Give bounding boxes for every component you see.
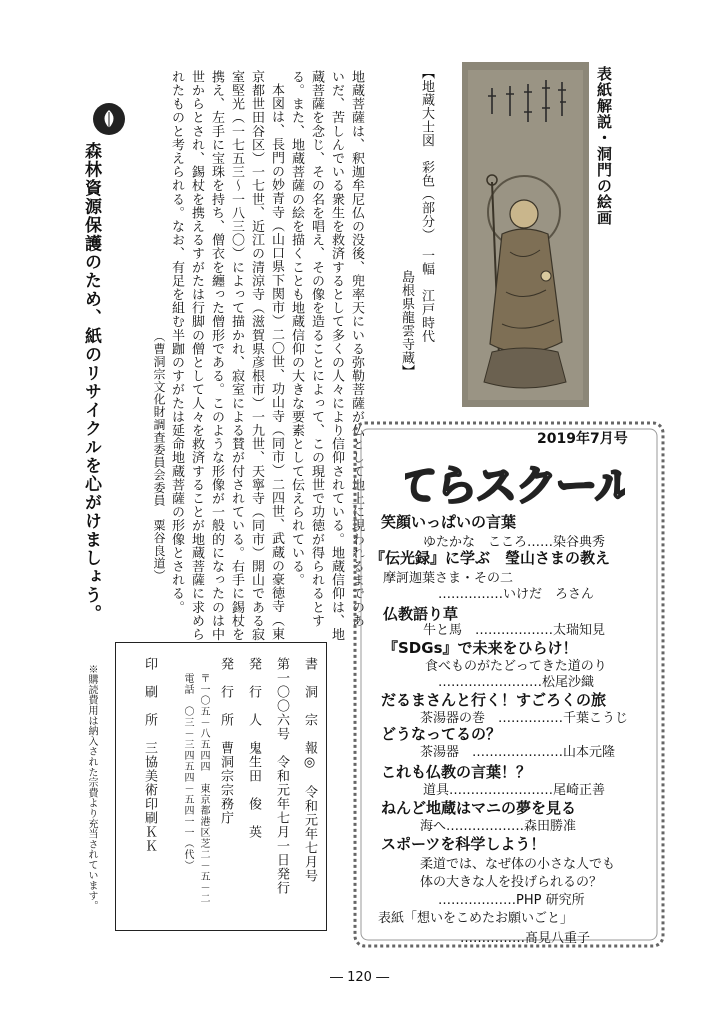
contents-heading: 『伝光録』に学ぶ 瑩山さまの教え — [370, 549, 611, 567]
contents-subline: 表紙「想いをこめたお願いごと」 — [378, 911, 574, 926]
body-column: 世からとされ、錫杖を携えるすがたは行脚の僧として人々を救済することが地蔵菩薩に求めら — [189, 70, 204, 642]
contents-subline: 柔道では、なぜ体の小さな人でも — [420, 857, 616, 872]
contents-subline: ……………髙見八重子 — [460, 931, 591, 946]
contents-heading: 『SDGs』で未来をひらけ！ — [383, 639, 578, 657]
contents-heading: スポーツを科学しよう！ — [381, 835, 546, 853]
colophon-line: 第一〇〇六号 令和元年七月一日発行 — [274, 657, 289, 895]
contents-heading: 笑顔いっぱいの言葉 — [381, 513, 517, 531]
body-column: 室堅光（一七五三～一八三〇）によって描かれ、寂室による賛が付されている。右手に錫杖を — [229, 70, 244, 642]
contents-subline: 食べものがたどってきた道のり — [425, 659, 607, 674]
page-number: ― 120 ― — [330, 970, 390, 985]
contents-subline: 摩訶迦葉さま・その二 — [383, 571, 514, 586]
contents-subline: 茶湯器 …………………山本元隆 — [420, 745, 616, 760]
cover-section-title: 表紙解説・洞門の絵画 — [595, 66, 613, 226]
colophon-box — [115, 642, 327, 931]
contents-heading: だるまさんと行く！すごろくの旅 — [381, 691, 607, 709]
contents-subline: ………………PHP 研究所 — [438, 893, 585, 908]
contents-heading: 仏教語り草 — [383, 605, 459, 623]
colophon-line: 印 刷 所 三協美術印刷ＫＫ — [142, 657, 157, 853]
body-column: 京都世田谷区）一七世、近江の清涼寺（滋賀県彦根市）一九世、天寧寺（同市）開山である寂 — [249, 70, 264, 642]
recycle-message: 森林資源保護のため、紙のリサイクルを心がけましょう。 — [81, 142, 101, 623]
body-column: いだ、苦しんでいる衆生を救済するとして多くの人々により信仰されている。地蔵信仰は、地 — [329, 70, 344, 642]
colophon-line: 書 洞 宗 報◎ 令和元年七月号 — [302, 657, 317, 883]
colophon-phone: 電話 〇三－三四五四－五四一一（代） — [182, 673, 193, 871]
magazine-logo-text: てらスクール — [405, 461, 625, 510]
body-column: 蔵菩薩を念じ、その名を唱え、その像を造ることによって、この現世で功徳が得られるとす — [309, 70, 324, 628]
colophon-line: 発 行 所 曹洞宗宗務庁 — [218, 657, 233, 825]
contents-subline: 体の大きな人を投げられるの？ — [420, 875, 603, 890]
contents-subline: ……………………松尾沙織 — [438, 675, 595, 690]
colophon-line: 発 行 人 鬼生田 俊 英 — [246, 657, 261, 839]
cover-explanation-body — [128, 70, 364, 642]
cover-caption-line-2: 島根県龍雲寺蔵】 — [399, 270, 414, 378]
contents-heading: ねんど地蔵はマニの夢を見る — [381, 799, 577, 817]
forest-paper-logo — [92, 102, 126, 136]
contents-subline: 海へ………………森田勝准 — [420, 819, 577, 834]
cover-painting-image — [462, 62, 589, 407]
contents-subline: 茶湯器の巻 ……………千葉こうじ — [420, 711, 629, 726]
body-column: 本図は、長門の妙青寺（山口県下関市）二〇世、功山寺（同市）二四世、武蔵の豪徳寺（東 — [269, 83, 284, 641]
contents-subline: 牛と馬 ………………太瑞知見 — [423, 623, 606, 638]
cover-caption-line-1: 【地蔵大士図 彩色（部分） 一幅 江戸時代 — [419, 66, 434, 343]
magazine-issue: 2019年7月号 — [537, 431, 628, 447]
body-column: る。また、地蔵菩薩の絵を描くことも地蔵信仰の大きな要素として伝えられている。 — [289, 70, 304, 587]
colophon-address: 〒一〇五－八五四四 東京都港区芝二－五－二 — [198, 673, 209, 904]
contents-heading: これも仏教の言葉！？ — [381, 763, 532, 781]
contents-subline: 道具……………………尾崎正善 — [423, 783, 606, 798]
contents-subline: ゆたかな こころ……染谷典秀 — [423, 535, 606, 550]
body-column: 携え、左手に宝珠を持ち、僧衣を纏った僧形である。このような形像が一般的になったのは中 — [209, 70, 224, 642]
magazine-logo — [405, 454, 625, 514]
body-column: 地蔵菩薩は、釈迦牟尼仏の没後、兜率天にいる弥勒菩薩が仏として地上に現われるまでのあ — [349, 70, 364, 628]
body-column: れたものと考えられる。なお、有足を組む半跏のすがたは延命地蔵菩薩の形像とされる。 — [169, 70, 184, 614]
contents-heading: どうなってるの？ — [381, 725, 502, 743]
author-credit: （曹洞宗文化財調査委員会委員 粟谷良道） — [152, 330, 166, 582]
colophon-note: ※購読費用は納入された宗費より充当されています。 — [86, 664, 97, 912]
contents-subline: ……………いけだ ろさん — [438, 587, 595, 602]
